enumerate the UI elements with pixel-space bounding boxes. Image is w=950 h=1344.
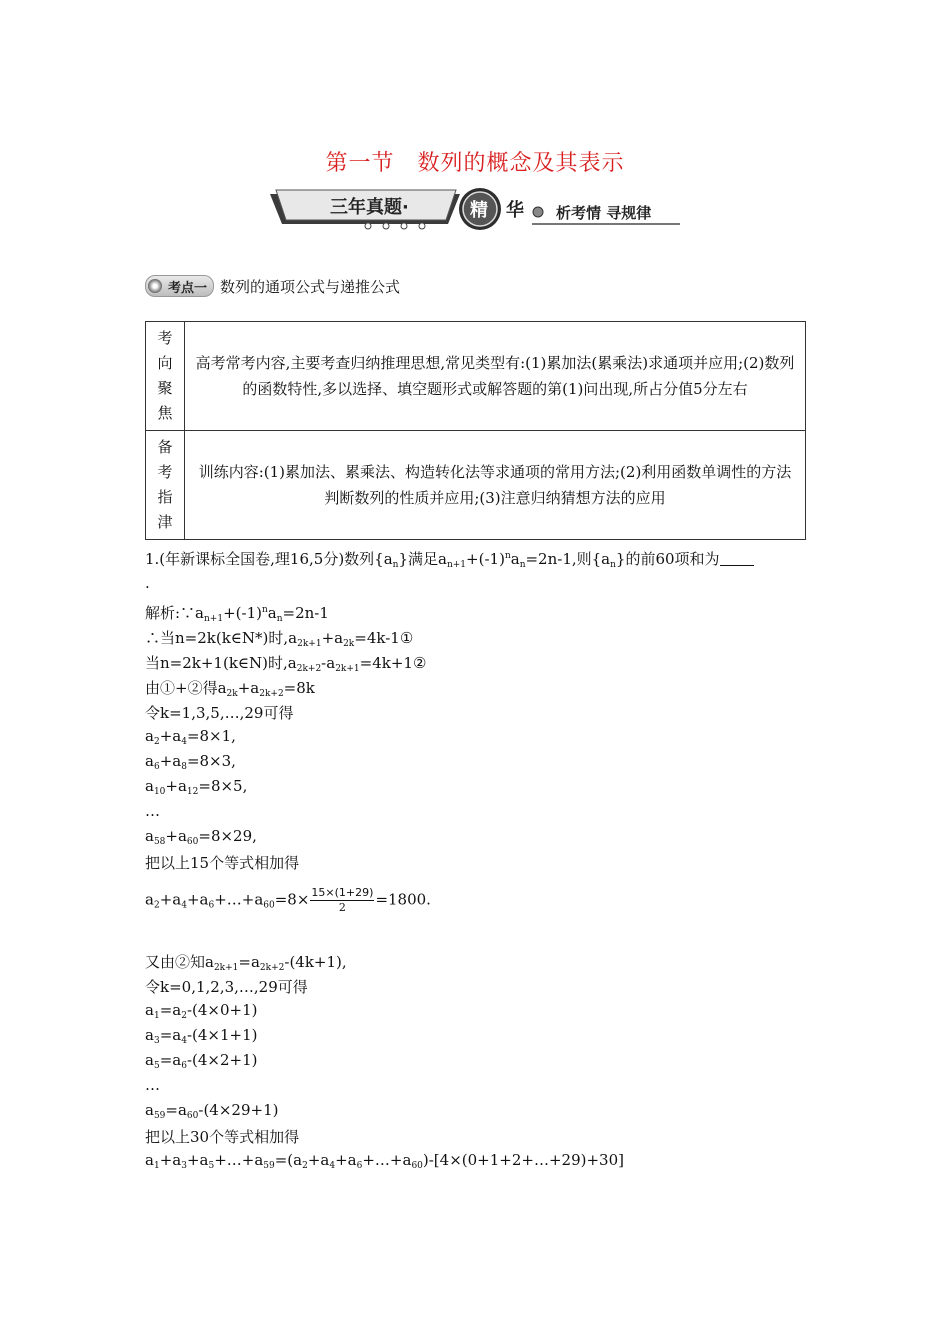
solution-line: $a_1+a_3+a_5+\dots+a_{59}=(a_2+a_4+a_6+\dots+a_{60})-[4\times(0+1+2+\dots+29)+30]$ [145, 1151, 624, 1171]
solution-line: $a_1=a_2-(4\times 0+1)$ [145, 1001, 258, 1021]
table-row [146, 431, 806, 540]
question-line: 1.(年新课标全国卷,理16,5分)数列$\{a_n\}$满足$a_{n+1}+(-1)^na_n=2n-1$,则$\{a_n\}$的前60项和为 [145, 548, 754, 570]
solution-line: 当n=2k+1(k∈N)时$,a_{2k+2}-a_{2k+1}=4k+1②$ [145, 654, 427, 674]
kaodian-heading: 数列的通项公式与递推公式 [220, 277, 401, 296]
solution-line: $a_{59}=a_{60}-(4\times 29+1)$ [145, 1101, 279, 1121]
kaodian-header [145, 274, 400, 298]
solution-line: 把以上15个等式相加得 [145, 854, 300, 872]
solution-line: $a_{58}+a_{60}=8\times 29$, [145, 827, 257, 847]
solution-line: ∴当n=2k(k∈N*)时$,a_{2k+1}+a_{2k}=4k-1①$ [145, 629, 414, 649]
solution-line: … [145, 802, 160, 820]
fraction: $\frac{15\times(1+29)}{2}$ [311, 886, 374, 914]
question-period: . [145, 574, 150, 592]
solution-line: 又由②知$a_{2k+1}=a_{2k+2}-(4k+1)$, [145, 953, 347, 973]
solution-line: 解析$:\because a_{n+1}+(-1)^na_n=2n-1$ [145, 604, 329, 624]
banner-right-text: 华 [506, 200, 524, 221]
banner-circle-text: 精 [470, 200, 488, 221]
solution-line: $a_2+a_4=8\times 1$, [145, 727, 236, 747]
solution-line: 令k=0,1,2,3,…,29可得 [145, 978, 308, 996]
table-row [146, 322, 806, 431]
solution-line: … [145, 1076, 160, 1094]
solution-line: $a_5=a_6-(4\times 2+1)$ [145, 1051, 258, 1071]
section-banner [270, 186, 690, 232]
banner-left-text: 三年真题· [330, 197, 409, 218]
focus-table [145, 321, 806, 540]
solution-line: 令k=1,3,5,…,29可得 [145, 704, 294, 722]
solution-line: $a_6+a_8=8\times 3$, [145, 752, 236, 772]
row-content: 训练内容:(1)累加法、累乘法、构造转化法等求通项的常用方法;(2)利用函数单调性的方法判断数列的性质并应用;(3)注意归纳猜想方法的应用 [185, 431, 806, 540]
solution-line: $a_2+a_4+a_6+\dots+a_{60}=8\times$ $\frac{15\times(1+29)}{2}$ =1800. [145, 886, 431, 914]
row-content: 高考常考内容,主要考查归纳推理思想,常见类型有:(1)累加法(累乘法)求通项并应用;(2)数列的函数特性,多以选择、填空题形式或解答题的第(1)问出现,所占分值5分左右 [185, 322, 806, 431]
row-label: 考向聚焦 [146, 322, 185, 431]
answer-blank [720, 551, 754, 566]
bullet-icon [148, 279, 162, 293]
banner-tagline: 析考情 寻规律 [556, 204, 652, 222]
kaodian-badge-text: 考点一 [168, 280, 208, 296]
row-label: 备考指津 [146, 431, 185, 540]
kaodian-badge [145, 275, 214, 297]
solution-line: $a_{10}+a_{12}=8\times 5$, [145, 777, 248, 797]
solution-line: 把以上30个等式相加得 [145, 1128, 300, 1146]
page-title: 第一节 数列的概念及其表示 [325, 151, 625, 176]
solution-line: $a_3=a_4-(4\times 1+1)$ [145, 1026, 258, 1046]
solution-line: 由①+②得$a_{2k}+a_{2k+2}=8k$ [145, 679, 315, 699]
